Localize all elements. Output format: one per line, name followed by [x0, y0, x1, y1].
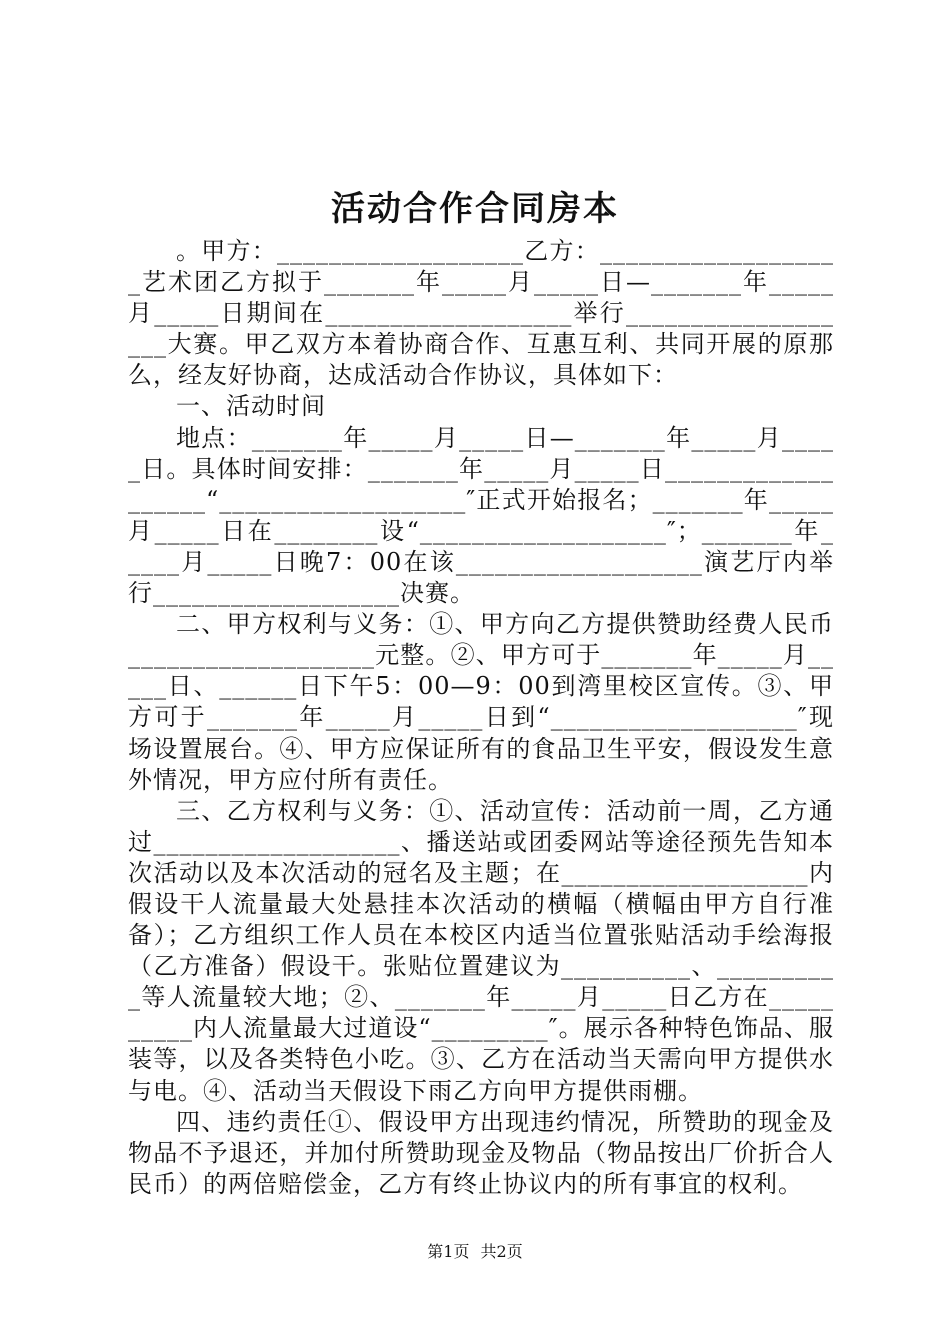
page-number: 第1页: [427, 1242, 470, 1261]
party-b-rights-paragraph: 三、乙方权利与义务：①、活动宣传：活动前一周，乙方通过___________________、播送站或团委网站等途径预先告知本次活动以及本次活动的冠名及主题；在___________________内假设干人流量最大处悬挂本次活动的横幅（横幅由甲方自行准备）；乙方组织工作人员在本校区内适当位置张贴活动手绘海报（乙方准备）假设干。张贴位置建议为__________、__________等人流量较大地；②、_______年_____月_____日乙方在__________内人流量最大过道设“_________″。展示各种特色饰品、服装等，以及各类特色小吃。③、乙方在活动当天需向甲方提供水与电。④、活动当天假设下雨乙方向甲方提供雨棚。: [128, 796, 834, 1105]
document-body: [128, 236, 834, 1200]
page-total: 共2页: [480, 1242, 523, 1261]
intro-paragraph: 。甲方：___________________乙方：___________________艺术团乙方拟于_______年_____月_____日—_______年_____月_____日期间在___________________举行___________________大赛。甲乙双方本着协商合作、互惠互利、共同开展的原那么，经友好协商，达成活动合作协议，具体如下：: [128, 237, 834, 390]
page-footer: [0, 1240, 950, 1264]
section-heading-time: 一、活动时间: [176, 392, 326, 421]
document-title: 活动合作合同房本: [331, 189, 619, 229]
party-a-rights-paragraph: 二、甲方权利与义务：①、甲方向乙方提供赞助经费人民币___________________元整。②、甲方可于_______年_____月_____日、______日下午5：00—9：00到湾里校区宣传。③、甲方可于_______年_____月_____日到“___________________″现场设置展台。④、甲方应保证所有的食品卫生平安，假设发生意外情况，甲方应付所有责任。: [128, 610, 834, 794]
breach-liability-paragraph: 四、违约责任①、假设甲方出现违约情况，所赞助的现金及物品不予退还，并加付所赞助现金及物品（物品按出厂价折合人民币）的两倍赔偿金，乙方有终止协议内的所有事宜的权利。: [128, 1107, 834, 1198]
location-schedule-paragraph: 地点：_______年_____月_____日—_______年_____月_____日。具体时间安排：_______年_____月_____日___________________“___________________″正式开始报名；_______年_____月_____日在________设“___________________″；_______年_____月_____日晚7：00在该___________________演艺厅内举行___________________决赛。: [128, 423, 834, 608]
